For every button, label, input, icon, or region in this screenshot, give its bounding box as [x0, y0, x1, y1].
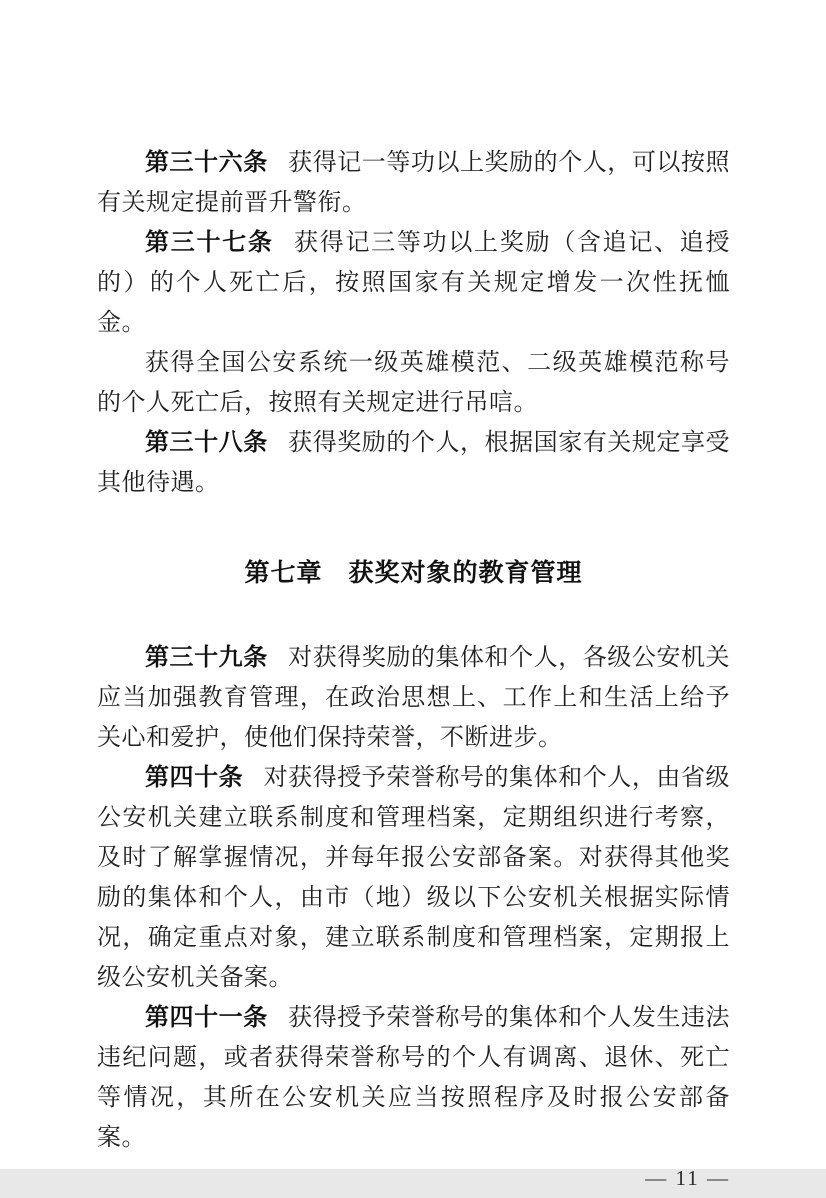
- article-paragraph: [97, 423, 730, 503]
- article-number: 第四十条: [145, 764, 244, 791]
- article-text: 获得奖励的个人，根据国家有关规定享受其他待遇。: [97, 430, 731, 496]
- article-text: 获得记一等功以上奖励的个人，可以按照有关规定提前晋升警衔。: [97, 150, 731, 216]
- article-number: 第三十八条: [145, 429, 268, 456]
- article-paragraph: [97, 998, 730, 1158]
- article-paragraph: [97, 638, 730, 758]
- article-text: 对获得奖励的集体和个人，各级公安机关应当加强教育管理，在政治思想上、工作上和生活上给予关心和爱护，使他们保持荣誉，不断进步。: [97, 645, 731, 751]
- article-number: 第三十六条: [145, 149, 268, 176]
- article-text: 获得记三等功以上奖励（含追记、追授的）的个人死亡后，按照国家有关规定增发一次性抚恤金。: [97, 230, 731, 336]
- article-number: 第三十七条: [145, 229, 274, 256]
- article-paragraph: [97, 223, 730, 343]
- article-continuation-paragraph: [97, 343, 730, 423]
- article-paragraph: [97, 758, 730, 998]
- chapter-heading: 第七章 获奖对象的教育管理: [244, 559, 583, 587]
- article-text: 获得全国公安系统一级英雄模范、二级英雄模范称号的个人死亡后，按照有关规定进行吊唁。: [97, 350, 730, 416]
- article-text: 获得授予荣誉称号的集体和个人发生违法违纪问题，或者获得荣誉称号的个人有调离、退休、死亡等情况，其所在公安机关应当按照程序及时报公安部备案。: [97, 1005, 731, 1151]
- article-number: 第四十一条: [145, 1004, 268, 1031]
- article-number: 第三十九条: [145, 644, 268, 671]
- article-text: 对获得授予荣誉称号的集体和个人，由省级公安机关建立联系制度和管理档案，定期组织进行考察，及时了解掌握情况，并每年报公安部备案。对获得其他奖励的集体和个人，由市（地）级以下公安机关根据实际情况，确定重点对象，建立联系制度和管理档案，定期报上级公安机关备案。: [97, 765, 730, 991]
- article-paragraph: [97, 143, 730, 223]
- page-number: — 11 —: [645, 1166, 730, 1190]
